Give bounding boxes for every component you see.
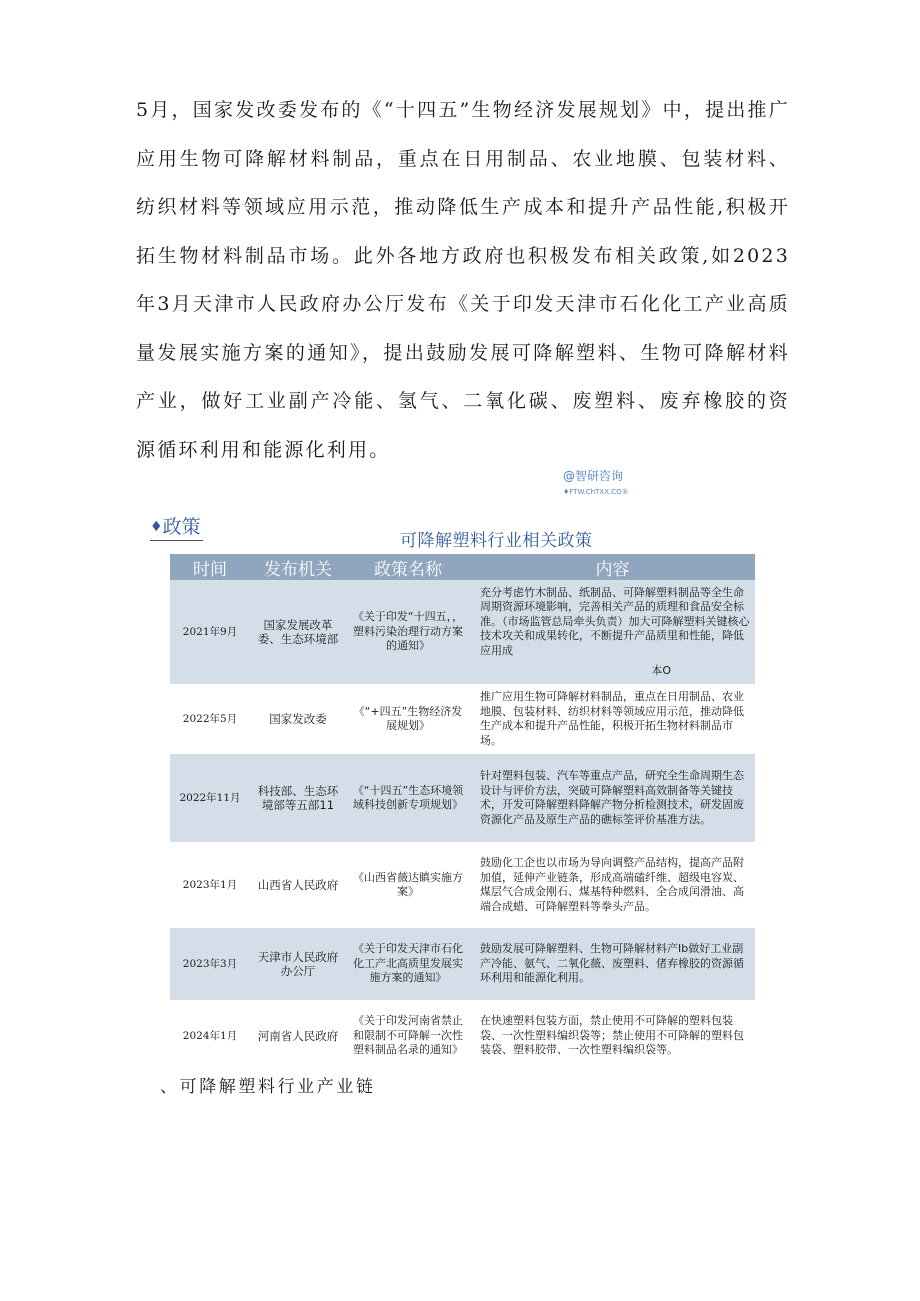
cell-org: 科技部、生态环境部等五部11	[250, 754, 346, 842]
cell-org: 国家发展改革委、生态环境部	[250, 580, 346, 684]
cell-policy-name: 《山西省薇达瞋实施方案》	[346, 842, 470, 928]
cell-org: 山西省人民政府	[250, 842, 346, 928]
header-policy-name: 政策名称	[346, 554, 470, 580]
watermark-logo-text: @智研咨询	[563, 469, 624, 483]
header-org: 发布机关	[250, 554, 346, 580]
cell-date: 2023年1月	[170, 842, 250, 928]
cell-org: 河南省人民政府	[250, 1000, 346, 1072]
header-date: 时间	[170, 554, 250, 580]
diamond-icon: ♦	[150, 519, 163, 535]
table-row	[170, 684, 755, 754]
intro-paragraph: 5月，国家发改委发布的《“十四五”生物经济发展规划》中，提出推广应用生物可降解材料制品，重点在日用制品、农业地膜、包装材料、纺织材料等领域应用示范，推动降低生产成本和提升产品性能,积极开拓生物材料制品市场。此外各地方政府也积极发布相关政策,如2023年3月天津市人民政府办公厅发布《关于印发天津市石化化工产业高质量发展实施方案的通知》，提出鼓励发展可降解塑料、生物可降解材料产业，做好工业副产冷能、氢气、二氧化碳、废塑料、废弃橡胶的资源循环利用和能源化利用。	[136, 99, 790, 461]
cell-policy-name: 《“+四五”生物经济发展规划》	[346, 684, 470, 754]
cell-content-tail: 本O	[651, 664, 671, 677]
section-heading-text: 政策	[162, 516, 201, 538]
cell-date: 2021年9月	[170, 580, 250, 684]
cell-content-text: 充分考虑竹木制品、纸制品、可降解塑料制品等全生命周期资源环境影响，完善相关产品的质理和食品安全标准。（市场监管总局牵头负责）加大可降解塑料关键核心技术攻关和成果转化，不断提升产品质里和性能，降低应用成	[480, 585, 750, 657]
table-header-row	[170, 554, 755, 580]
policy-table	[170, 554, 755, 1072]
cell-date: 2024年1月	[170, 1000, 250, 1072]
cell-date: 2023年3月	[170, 928, 250, 1000]
cell-date: 2022年5月	[170, 684, 250, 754]
cell-policy-name: 《“十四五”生态环境领域科技创新专项规划》	[346, 754, 470, 842]
header-content: 内容	[470, 554, 755, 580]
table-row	[170, 842, 755, 928]
watermark-url: ♦FTW.ChTXX.CO®	[563, 488, 629, 496]
section-heading	[150, 512, 203, 541]
cell-policy-name: 《关于印发“十四五，，塑料污染治理行动方案的通知》	[346, 580, 470, 684]
cell-policy-name: 《关于印发天津市石化化工产北高质里发展实施方案的通知》	[346, 928, 470, 1000]
cell-content: 鼓励发展可降解塑料、生物可降解材料产Ib做好工业副产冷能、氨气、二氧化薇、废塑料、偖弃橡胶的资源循环利用和能源化利用。	[470, 928, 755, 1000]
table-title: 可降解塑料行业相关政策	[400, 531, 593, 551]
cell-content: 推广应用生物可降解材料制品，重点在日用制品、农业地膜、包装材料、纺织材料等领域应用示范，推动降低生产成本和提升产品性能，积极开拓生物材料制品市场。	[470, 684, 755, 754]
cell-org: 天津市人民政府办公厅	[250, 928, 346, 1000]
watermark	[563, 467, 629, 496]
table-row	[170, 580, 755, 684]
table-row	[170, 928, 755, 1000]
cell-content: 鼓励化工企也以市场为导向调整产品结构，提高产品附加值，延伸产业链条，形成高端磕纤维、超级电容炭、煤层气合成金刚石、煤基特种燃料、全合成闰滑油、高端合成蜡、可降解塑料等拳头产品。	[470, 842, 755, 928]
cell-date: 2022年11月	[170, 754, 250, 842]
cell-content: 在快速塑料包装方面，禁止使用不可降解的塑料包装袋、一次性塑料编织袋等；禁止使用不可降解的塑料包装袋、塑料胶带、一次性塑料编织袋等。	[470, 1000, 755, 1072]
industry-chain-heading: 、可降解塑料行业产业链	[160, 1077, 376, 1097]
cell-content	[470, 580, 755, 684]
cell-policy-name: 《关于印发河南省禁止和限制不可降解一次性塑料制品名录的通知》	[346, 1000, 470, 1072]
table-row	[170, 1000, 755, 1072]
table-row	[170, 754, 755, 842]
cell-content: 针对塑料包装、汽车等重点产品，研究全生命周期生态设计与评价方法，突破可降解塑料高效制备等关键技术，开发可降解塑料降解产物分析检测技术，研发固废资源化产品及原生产品的礁标筌评价基准方法。	[470, 754, 755, 842]
cell-org: 国家发改委	[250, 684, 346, 754]
